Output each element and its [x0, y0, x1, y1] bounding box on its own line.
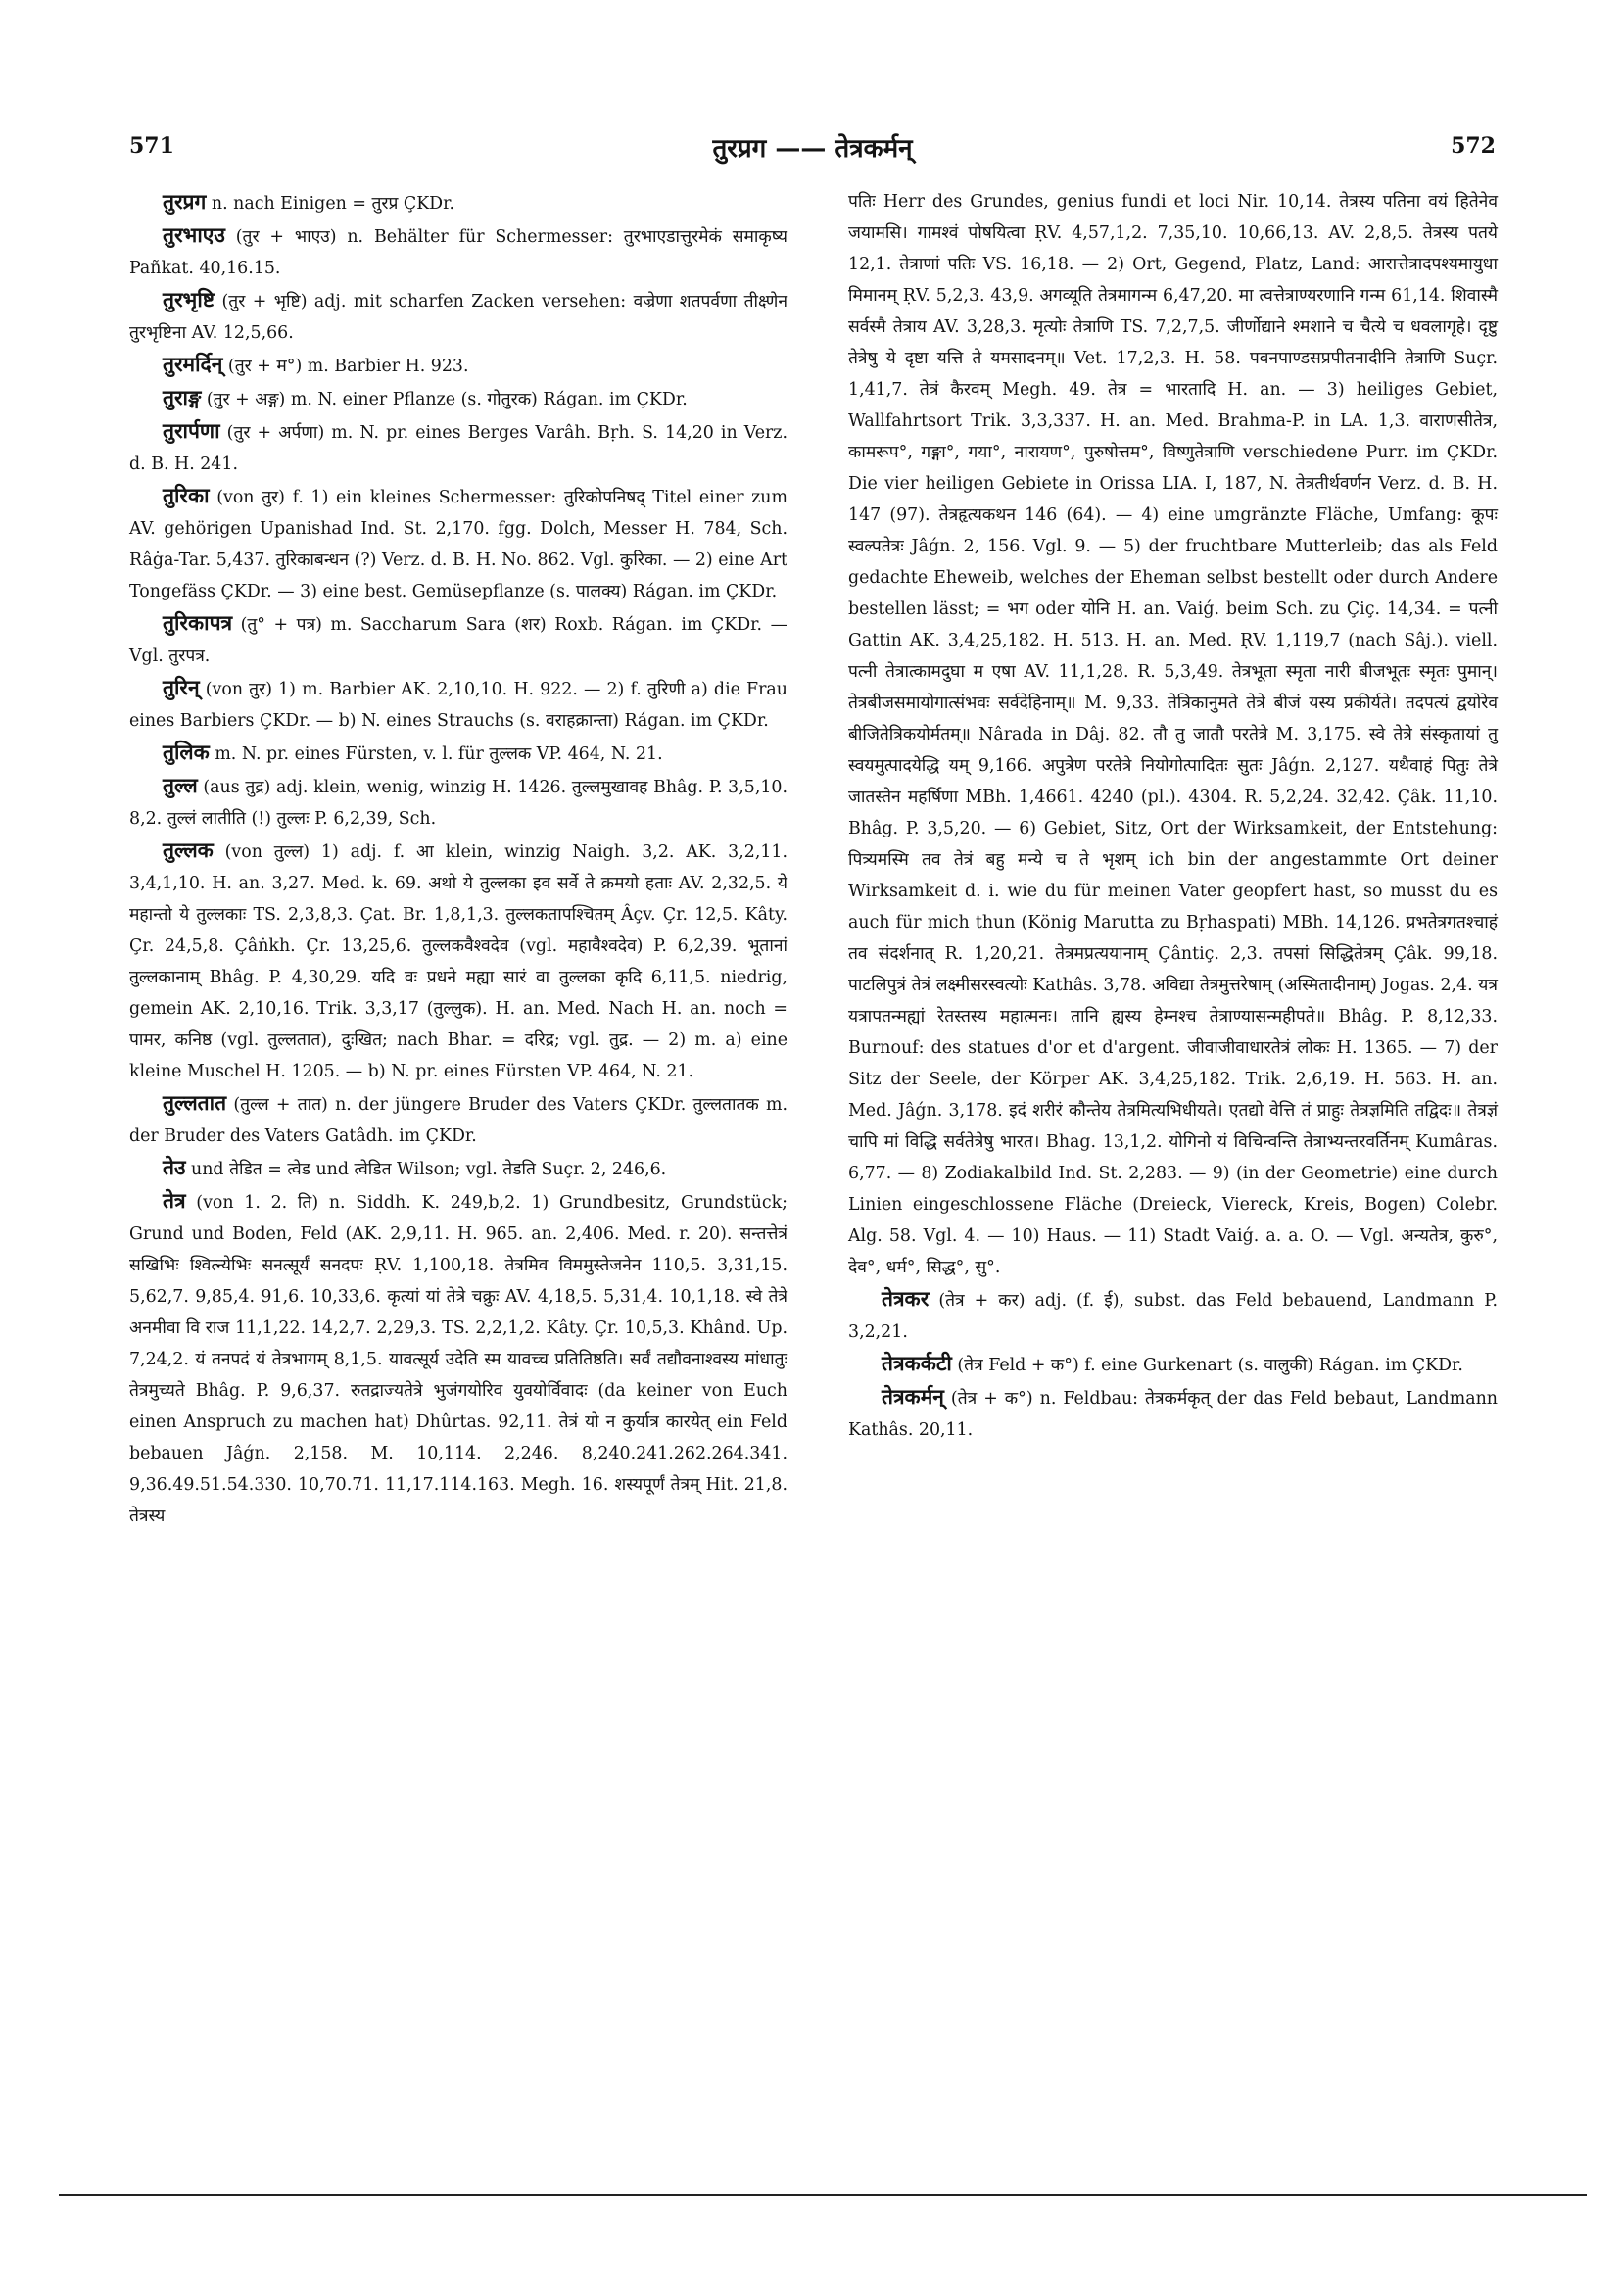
- right-column: [848, 186, 1498, 1446]
- entry-text: und तेडित = त्वेड und त्वेडित Wilson; vgl. तेडति Suçr. 2, 246,6.: [191, 1160, 667, 1179]
- entry-headword: तुरमर्दिन्: [163, 352, 223, 376]
- entry-text: (तु° + पत्र) m. Saccharum Sara (शर) Roxb. Rágan. im ÇKDr. — Vgl. तुरपत्र.: [129, 615, 787, 666]
- entry-text: (तुर + भाएउ) n. Behälter für Schermesser: तुरभाएडात्तुरमेकं समाकृष्य Pañkat. 40,16.15.: [129, 227, 787, 278]
- entry-text: (तुल्ल + तात) n. der jüngere Bruder des Vaters ÇKDr. तुल्लतातक m. der Bruder des Vaters Gatâdh. im ÇKDr.: [129, 1095, 787, 1146]
- page-header: [129, 129, 1496, 168]
- entry-text: (तुर + म°) m. Barbier H. 923.: [227, 357, 469, 376]
- entry-headword: तेत्रकर्मन्: [882, 1384, 944, 1409]
- left-column: [129, 186, 787, 1532]
- dictionary-entry: [129, 349, 787, 382]
- entry-headword: तुलिक: [163, 740, 210, 764]
- dictionary-entry: [129, 607, 787, 672]
- entry-text: पतिः Herr des Grundes, genius fundi et loci Nir. 10,14. तेत्रस्य पतिना वयं हितेनेव जयामसि। गामश्वं पोषयित्वा ṚV. 4,57,1,2. 7,35,10. 10,66,13. AV. 2,8,5. तेत्रस्य पतये 12,1. तेत्राणां पतिः VS. 16,18. — 2) Ort, Gegend, Platz, Land: आरात्तेत्रादपश्यमायुधा मिमानम् ṚV. 5,2,3. 43,9. अगव्यूति तेत्रमागन्म 6,47,20. मा त्वत्तेत्राण्यरणानि गन्म 61,14. शिवास्मै सर्वस्मै तेत्राय AV. 3,28,3. मृत्योः तेत्राणि TS. 7,2,7,5. जीर्णोद्याने श्मशाने च चैत्ये च धवलागृहे। दृष्टु तेत्रेषु ये दृष्टा यत्ति ते यमसादनम्॥ Vet. 17,2,3. H. 58. पवनपाण्डसप्रपीतनादीनि तेत्राणि Suçr. 1,41,7. तेत्रं कैरवम् Megh. 49. तेत्र = भारतादि H. an. — 3) heiliges Gebiet, Wallfahrtsort Trik. 3,3,337. H. an. Med. Brahma-P. in LA. 1,3. वाराणसीतेत्र, कामरूप°, गङ्गा°, गया°, नारायण°, पुरुषोत्तम°, विष्णुतेत्राणि verschiedene Purr. im ÇKDr. Die vier heiligen Gebiete in Orissa LIA. I, 187, N. तेत्रतीर्थवर्णन Verz. d. B. H. 147 (97). तेत्रहृत्यकथन 146 (64). — 4) eine umgränzte Fläche, Umfang: कूपः स्वल्पतेत्रः Jâǵn. 2, 156. Vgl. 9. — 5) der fruchtbare Mutterleib; das als Feld gedachte Eheweib, welches der Eheman selbst bestellt oder durch Andere bestellen lässt; = भग oder योनि H. an. Vaiǵ. beim Sch. zu Çiç. 14,34. = पत्नी Gattin AK. 3,4,25,182. H. 513. H. an. Med. ṚV. 1,119,7 (nach Sâj.). viell. पत्नी तेत्रात्कामदुघा म एषा AV. 11,1,28. R. 5,3,49. तेत्रभूता स्मृता नारी बीजभूतः स्मृतः पुमान्। तेत्रबीजसमायोगात्संभवः सर्वदेहिनाम्॥ M. 9,33. तेत्रिकानुमते तेत्रे बीजं यस्य प्रकीर्यते। तदपत्यं द्वयोरेव बीजितेत्रिकयोर्मतम्॥ Nârada in Dâj. 82. तौ तु जातौ परतेत्रे M. 3,175. स्वे तेत्रे संस्कृतायां तु स्वयमुत्पादयेद्धि यम् 9,166. अपुत्रेण परतेत्रे नियोगोत्पादितः सुतः Jâǵn. 2,127. यथैवाहं पितुः तेत्रे जातस्तेन महर्षिणा MBh. 1,4661. 4240 (pl.). 4304. R. 5,2,24. 32,42. Çâk. 11,10. Bhâg. P. 3,5,20. — 6) Gebiet, Sitz, Ort der Wirksamkeit, der Entstehung: पित्र्यमस्मि तव तेत्रं बहु मन्ये च ते भृशम् ich bin der angestammte Ort deiner Wirksamkeit d. i. wie du für meinen Vater geopfert hast, so musst du es auch für mich thun (König Marutta zu Bṛhaspati) MBh. 14,126. प्रभतेत्रगतश्चाहं तव संदर्शनात् R. 1,20,21. तेत्रमप्रत्ययानाम् Çântiç. 2,3. तपसां सिद्धितेत्रम् Çâk. 99,18. पाटलिपुत्रं तेत्रं लक्ष्मीसरस्वत्योः Kathâs. 3,78. अविद्या तेत्रमुत्तरेषाम् (अस्मितादीनाम्) Jogas. 2,4. यत्र यत्रापतन्मह्यां रेतस्तस्य महात्मनः। तानि ह्यस्य हेम्नश्च तेत्राण्यासन्महीपते॥ Bhâg. P. 8,12,33. Burnouf: des statues d'or et d'argent. जीवाजीवाधारतेत्रं लोकः H. 1365. — 7) der Sitz der Seele, der Körper AK. 3,4,25,182. Trik. 2,6,19. H. 563. H. an. Med. Jâǵn. 3,178. इदं शरीरं कौन्तेय तेत्रमित्यभिधीयते। एतद्यो वेत्ति तं प्राहुः तेत्रज्ञमिति तद्विदः॥ तेत्रज्ञं चापि मां विद्धि सर्वतेत्रेषु भारत। Bhag. 13,1,2. योगिनो यं विचिन्वन्ति तेत्राभ्यन्तरवर्तिनम् Kumâras. 6,77. — 8) Zodiakalbild Ind. St. 2,283. — 9) (in der Geometrie) eine durch Linien eingeschlossene Fläche (Dreieck, Viereck, Kreis, Bogen) Colebr. Alg. 58. Vgl. 4. — 10) Haus. — 11) Stadt Vaiǵ. a. a. O. — Vgl. अन्यतेत्र, कुरु°, देव°, धर्म°, सिद्ध°, सु°.: [848, 192, 1498, 1277]
- entry-headword: तुल्लक: [163, 837, 214, 862]
- entry-text: (तुर + अङ्ग) m. N. einer Pflanze (s. गोतुरक) Rágan. im ÇKDr.: [206, 390, 688, 409]
- entry-text: (तेत्र + कर) adj. (f. ई), subst. das Feld bebauend, Landmann P. 3,2,21.: [848, 1291, 1499, 1342]
- dictionary-entry: [129, 382, 787, 415]
- left-page-number: 571: [129, 133, 174, 159]
- entry-headword: तुल्लतात: [163, 1090, 227, 1115]
- dictionary-entry: [129, 835, 787, 1087]
- entry-headword: तुरार्पणा: [163, 418, 220, 443]
- entry-text: (तुर + भृष्टि) adj. mit scharfen Zacken versehen: वज्रेणा शतपर्वणा तीक्ष्णेन तुरभृष्टिना AV. 12,5,66.: [129, 292, 788, 343]
- dictionary-entry: [129, 415, 787, 480]
- right-page-number: 572: [1451, 133, 1496, 159]
- entry-headword: तेत्रकर्कटी: [882, 1351, 952, 1375]
- entry-headword: तेत्रकर: [882, 1286, 930, 1311]
- entry-text: (von तुल्ल) 1) adj. f. आ klein, winzig Naigh. 3,2. AK. 3,2,11. 3,4,1,10. H. an. 3,27. Med. k. 69. अथो ये तुल्लका इव सर्वे ते क्रमयो हताः AV. 2,32,5. ये महान्तो ये तुल्लकाः TS. 2,3,8,3. Çat. Br. 1,8,1,3. तुल्लकतापश्चितम् Âçv. Çr. 12,5. Kâty. Çr. 24,5,8. Çâṅkh. Çr. 13,25,6. तुल्लकवैश्वदेव (vgl. महावैश्वदेव) P. 6,2,39. भूतानां तुल्लकानाम् Bhâg. P. 4,30,29. यदि वः प्रधने मह्या सारं वा तुल्लका कृदि 6,11,5. niedrig, gemein AK. 2,10,16. Trik. 3,3,17 (तुल्लुक). H. an. Med. Nach H. an. noch = पामर, कनिष्ठ (vgl. तुल्लतात), दुःखित; nach Bhar. = दरिद्र; vgl. तुद्र. — 2) m. a) eine kleine Muschel H. 1205. — b) N. pr. eines Fürsten VP. 464, N. 21.: [129, 842, 787, 1081]
- dictionary-entry: [848, 1348, 1498, 1381]
- running-title: तुरप्रग —— तेत्रकर्मन्: [712, 134, 913, 164]
- entry-headword: तुरप्रग: [163, 189, 207, 214]
- footer-rule: [59, 2194, 1587, 2196]
- dictionary-entry: [129, 672, 787, 737]
- dictionary-entry: [129, 480, 787, 607]
- dictionary-entry: [848, 1381, 1498, 1446]
- entry-headword: तुल्ल: [163, 773, 198, 797]
- entry-text: n. nach Einigen = तुरप्र ÇKDr.: [211, 194, 455, 214]
- entry-text: (aus तुद्र) adj. klein, wenig, winzig H. 1426. तुल्लमुखावह Bhâg. P. 3,5,10. 8,2. तुल्लं लातीति (!) तुल्लः P. 6,2,39, Sch.: [129, 778, 788, 829]
- dictionary-entry: [129, 1087, 787, 1152]
- dictionary-entry: [848, 1283, 1498, 1348]
- dictionary-entry: [129, 219, 787, 284]
- entry-headword: तेउ: [163, 1155, 186, 1179]
- dictionary-entry: [848, 186, 1498, 1283]
- dictionary-entry: [129, 1185, 787, 1532]
- dictionary-entry: [129, 186, 787, 219]
- entry-text: m. N. pr. eines Fürsten, v. l. für तुल्लक VP. 464, N. 21.: [215, 744, 663, 764]
- entry-text: (तेत्र Feld + क°) f. eine Gurkenart (s. वालुकी) Rágan. im ÇKDr.: [957, 1356, 1463, 1375]
- entry-headword: तुरिन्: [163, 675, 200, 699]
- entry-headword: तुरभाएउ: [163, 222, 225, 247]
- dictionary-entry: [129, 284, 787, 349]
- entry-text: (तुर + अर्पणा) m. N. pr. eines Berges Varâh. Bṛh. S. 14,20 in Verz. d. B. H. 241.: [129, 423, 787, 474]
- entry-text: (von तुर) 1) m. Barbier AK. 2,10,10. H. 922. — 2) f. तुरिणी a) die Frau eines Barbiers ÇKDr. — b) N. eines Strauchs (s. वराहक्रान्ता) Rágan. im ÇKDr.: [129, 680, 787, 731]
- entry-headword: तुरिका: [163, 483, 210, 507]
- entry-headword: तुराङ्ग: [163, 385, 202, 409]
- entry-text: (तेत्र + क°) n. Feldbau: तेत्रकर्मकृत् der das Feld bebaut, Landmann Kathâs. 20,11.: [848, 1389, 1499, 1440]
- dictionary-entry: [129, 1152, 787, 1185]
- dictionary-entry: [129, 770, 787, 835]
- entry-headword: तुरभृष्टि: [163, 287, 215, 311]
- entry-text: (von तुर) f. 1) ein kleines Schermesser: तुरिकोपनिषद् Titel einer zum AV. gehörigen Upanishad Ind. St. 2,170. fgg. Dolch, Messer H. 784, Sch. Râġa-Tar. 5,437. तुरिकाबन्धन (?) Verz. d. B. H. No. 862. Vgl. कुरिका. — 2) eine Art Tongefäss ÇKDr. — 3) eine best. Gemüsepflanze (s. पालक्य) Rágan. im ÇKDr.: [129, 488, 787, 601]
- dictionary-entry: [129, 737, 787, 770]
- entry-text: (von 1. 2. ति) n. Siddh. K. 249,b,2. 1) Grundbesitz, Grundstück; Grund und Boden, Feld (AK. 2,9,11. H. 965. an. 2,406. Med. r. 20). सन्तत्तेत्रं सखिभिः श्वित्न्येभिः सनत्सूर्यं सनदपः ṚV. 1,100,18. तेत्रमिव विममुस्तेजनेन 110,5. 3,31,15. 5,62,7. 9,85,4. 91,6. 10,33,6. कृत्यां यां तेत्रे चक्रुः AV. 4,18,5. 5,31,4. 10,1,18. स्वे तेत्रे अनमीवा वि राज 11,1,22. 14,2,7. 2,29,3. TS. 2,2,1,2. Kâty. Çr. 10,5,3. Khând. Up. 7,24,2. यं तनपदं यं तेत्रभागम् 8,1,5. यावत्सूर्य उदेति स्म यावच्च प्रतितिष्ठति। सर्वं तद्यौवनाश्वस्य मांधातुः तेत्रमुच्यते Bhâg. P. 9,6,37. रुतद्राज्यतेत्रे भुजंगयोरिव युवयोर्विवादः (da keiner von Euch einen Anspruch zu machen hat) Dhûrtas. 92,11. तेत्रं यो न कुर्यात्र कारयेत् ein Feld bebauen Jâǵn. 2,158. M. 10,114. 2,246. 8,240.241.262.264.341. 9,36.49.51.54.330. 10,70.71. 11,17.114.163. Megh. 16. शस्यपूर्णं तेत्रम् Hit. 21,8. तेत्रस्य: [129, 1193, 787, 1526]
- entry-headword: तेत्र: [163, 1188, 186, 1213]
- entry-headword: तुरिकापत्र: [163, 610, 233, 635]
